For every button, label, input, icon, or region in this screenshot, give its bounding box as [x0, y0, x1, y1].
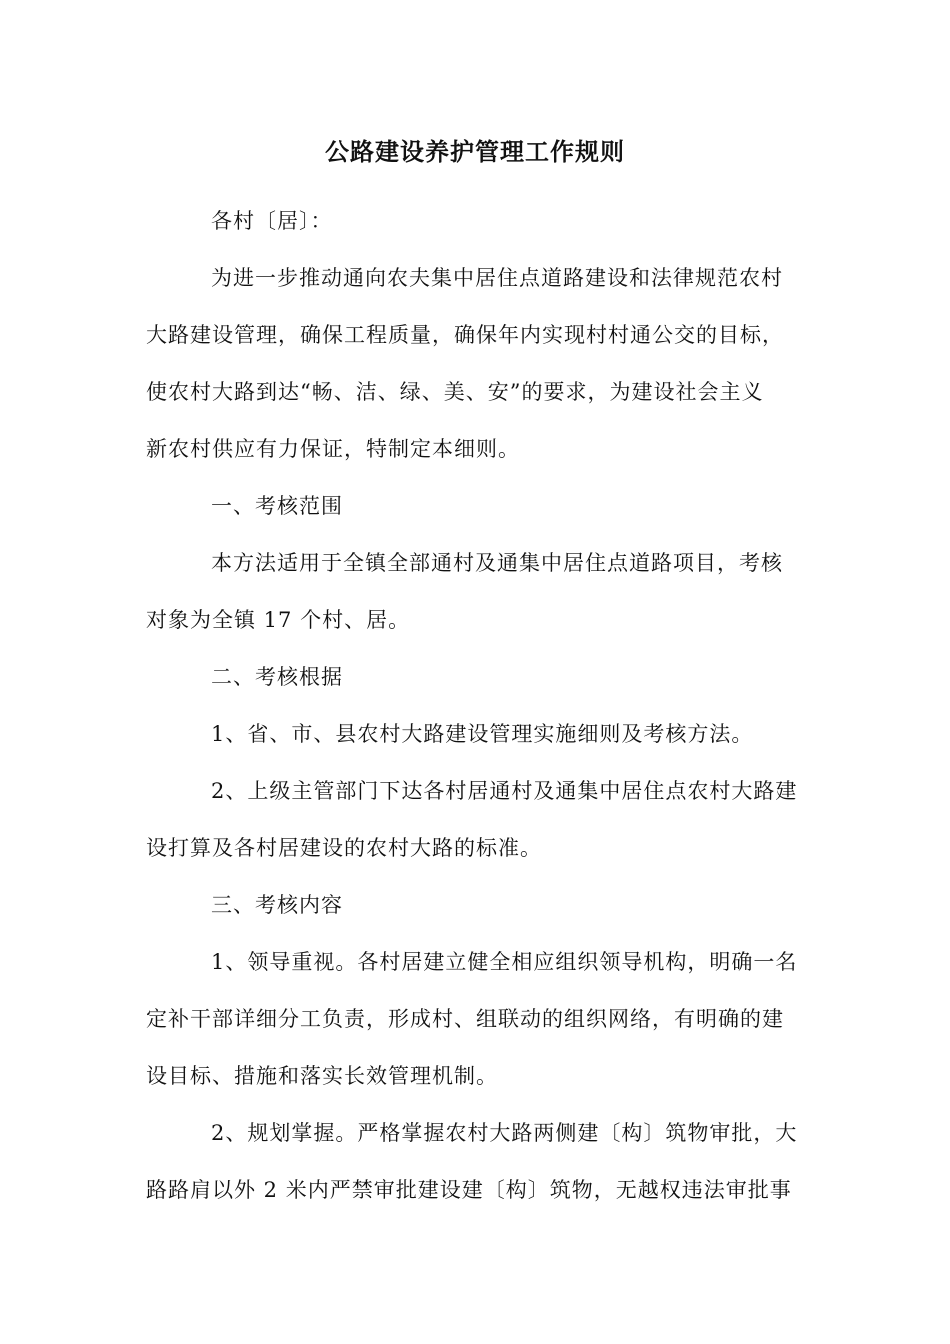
- paragraph-line: 设打算及各村居建设的农村大路的标准。: [146, 836, 542, 860]
- paragraph-line: 1、省、市、县农村大路建设管理实施细则及考核方法。: [211, 722, 754, 746]
- section-heading: 三、考核内容: [211, 893, 343, 917]
- paragraph-line: 本方法适用于全镇全部通村及通集中居住点道路项目，考核: [211, 551, 783, 575]
- paragraph-line: 大路建设管理，确保工程质量，确保年内实现村村通公交的目标，: [146, 323, 784, 347]
- paragraph-line: 2、上级主管部门下达各村居通村及通集中居住点农村大路建: [211, 779, 798, 803]
- salutation: 各村〔居〕：: [211, 209, 333, 233]
- paragraph-line: 设目标、措施和落实长效管理机制。: [146, 1064, 498, 1088]
- paragraph-line: 2、规划掌握。严格掌握农村大路两侧建〔构〕筑物审批，大: [211, 1121, 798, 1145]
- paragraph-line: 定补干部详细分工负责，形成村、组联动的组织网络，有明确的建: [146, 1007, 784, 1031]
- section-heading: 一、考核范围: [211, 494, 343, 518]
- paragraph-line: 使农村大路到达“畅、洁、绿、美、安”的要求，为建设社会主义: [146, 380, 764, 404]
- paragraph-line: 对象为全镇 17 个村、居。: [146, 608, 411, 632]
- paragraph-line: 为进一步推动通向农夫集中居住点道路建设和法律规范农村: [211, 266, 783, 290]
- paragraph-line: 1、领导重视。各村居建立健全相应组织领导机构，明确一名: [211, 950, 798, 974]
- section-heading: 二、考核根据: [211, 665, 343, 689]
- paragraph-line: 路路肩以外 2 米内严禁审批建设建〔构〕筑物，无越权违法审批事: [146, 1178, 792, 1202]
- document-title: 公路建设养护管理工作规则: [325, 137, 625, 166]
- paragraph-line: 新农村供应有力保证，特制定本细则。: [146, 437, 520, 461]
